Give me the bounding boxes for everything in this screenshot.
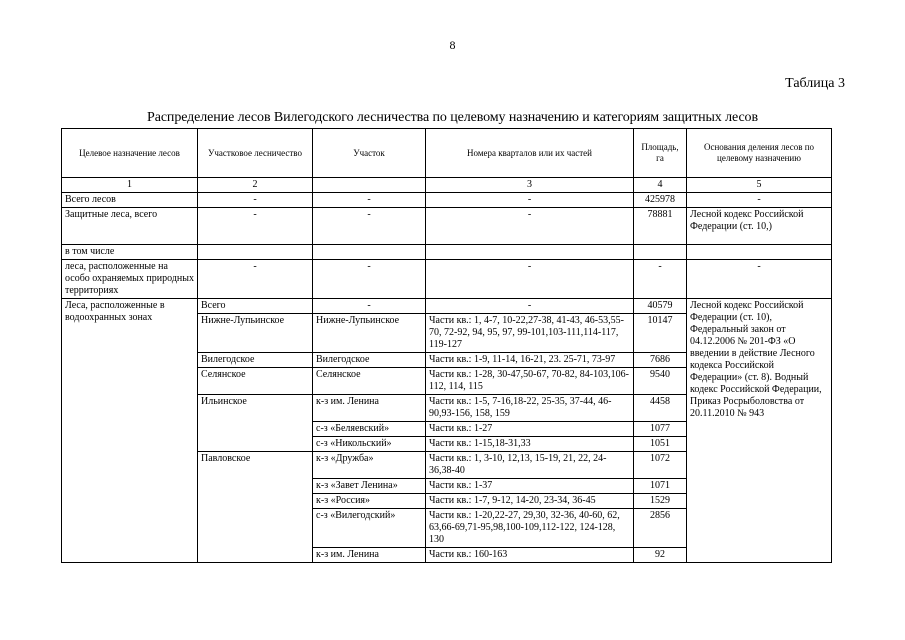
- cell-quarters: Части кв.: 1-28, 30-47,50-67, 70-82, 84-103,106-112, 114, 115: [426, 368, 634, 395]
- cell-plot: с-з «Никольский»: [313, 437, 426, 452]
- cell-plot: -: [313, 193, 426, 208]
- cell-area: 92: [634, 548, 687, 563]
- cell-area: 1529: [634, 494, 687, 509]
- cell-forestry: -: [198, 208, 313, 245]
- table-label: Таблица 3: [785, 76, 845, 91]
- header-forestry: Участковое лесничество: [198, 129, 313, 178]
- cell-area: 10147: [634, 314, 687, 353]
- cell-forestry: Всего: [198, 299, 313, 314]
- table-row-including: [62, 245, 832, 260]
- page-number: 8: [449, 38, 456, 52]
- cell-purpose: леса, расположенные на особо охраняемых природных территориях: [62, 260, 198, 299]
- cell-area: 425978: [634, 193, 687, 208]
- cell-plot: Вилегодское: [313, 353, 426, 368]
- cell-area: 1072: [634, 452, 687, 479]
- header-quarters: Номера кварталов или их частей: [426, 129, 634, 178]
- table-row-water-zones-total: [62, 299, 832, 314]
- cell-forestry: Вилегодское: [198, 353, 313, 368]
- cell-plot: к-з «Дружба»: [313, 452, 426, 479]
- cell-forestry: Нижне-Лупьинское: [198, 314, 313, 353]
- cell-quarters: Части кв.: 1-7, 9-12, 14-20, 23-34, 36-45: [426, 494, 634, 509]
- cell-plot: с-з «Беляевский»: [313, 422, 426, 437]
- cell-plot: -: [313, 208, 426, 245]
- cell-purpose: в том числе: [62, 245, 198, 260]
- cell-purpose: Всего лесов: [62, 193, 198, 208]
- column-number-row: [62, 178, 832, 193]
- column-number: [313, 178, 426, 193]
- column-number: 5: [687, 178, 832, 193]
- cell-quarters: Части кв.: 1, 3-10, 12,13, 15-19, 21, 22, 24-36,38-40: [426, 452, 634, 479]
- cell-quarters: Части кв.: 1-37: [426, 479, 634, 494]
- cell-forestry: -: [198, 193, 313, 208]
- cell-quarters: -: [426, 299, 634, 314]
- cell-area: 78881: [634, 208, 687, 245]
- cell-quarters: Части кв.: 1-15,18-31,33: [426, 437, 634, 452]
- cell-area: 1051: [634, 437, 687, 452]
- header-basis: Основания деления лесов по целевому назначению: [687, 129, 832, 178]
- cell-basis: Лесной кодекс Российской Федерации (ст. 10), Федеральный закон от 04.12.2006 № 201-ФЗ «О введении в действие Лесного кодекса Российской Федерации» (ст. 8). Водный кодекс Российской Федерации, Приказ Росрыболовства от 20.11.2010 № 943: [687, 299, 832, 563]
- document-title: Распределение лесов Вилегодского лесничества по целевому назначению и категориям защитных лесов: [147, 110, 758, 125]
- cell-plot: к-з им. Ленина: [313, 395, 426, 422]
- column-number: 1: [62, 178, 198, 193]
- cell-quarters: -: [426, 260, 634, 299]
- cell-quarters: Части кв.: 160-163: [426, 548, 634, 563]
- cell-quarters: Части кв.: 1-27: [426, 422, 634, 437]
- column-number: 4: [634, 178, 687, 193]
- forest-distribution-table: [61, 128, 832, 563]
- table-row-protective: [62, 208, 832, 245]
- header-purpose: Целевое назначение лесов: [62, 129, 198, 178]
- cell-basis: Лесной кодекс Российской Федерации (ст. 10,): [687, 208, 832, 245]
- cell-area: 7686: [634, 353, 687, 368]
- cell-plot: к-з «Россия»: [313, 494, 426, 509]
- cell-area: 2856: [634, 509, 687, 548]
- cell-forestry: Павловское: [198, 452, 313, 563]
- column-number: 2: [198, 178, 313, 193]
- cell-plot: Нижне-Лупьинское: [313, 314, 426, 353]
- table-row-protected-areas: [62, 260, 832, 299]
- cell-plot: с-з «Вилегодский»: [313, 509, 426, 548]
- cell-area: 4458: [634, 395, 687, 422]
- cell-quarters: Части кв.: 1-9, 11-14, 16-21, 23. 25-71, 73-97: [426, 353, 634, 368]
- cell-plot: Селянское: [313, 368, 426, 395]
- cell-area: 1071: [634, 479, 687, 494]
- header-area: Площадь, га: [634, 129, 687, 178]
- cell-basis: -: [687, 260, 832, 299]
- cell-quarters: Части кв.: 1-20,22-27, 29,30, 32-36, 40-60, 62, 63,66-69,71-95,98,100-109,112-122, 124-128, 130: [426, 509, 634, 548]
- cell-plot: к-з им. Ленина: [313, 548, 426, 563]
- cell-basis: -: [687, 193, 832, 208]
- cell-area: 40579: [634, 299, 687, 314]
- cell-forestry: Селянское: [198, 368, 313, 395]
- cell-purpose: Леса, расположенные в водоохранных зонах: [62, 299, 198, 563]
- cell-forestry: -: [198, 260, 313, 299]
- header-row: [62, 129, 832, 178]
- cell-area: -: [634, 260, 687, 299]
- cell-plot: -: [313, 260, 426, 299]
- header-plot: Участок: [313, 129, 426, 178]
- cell-quarters: -: [426, 193, 634, 208]
- cell-area: 9540: [634, 368, 687, 395]
- cell-area: 1077: [634, 422, 687, 437]
- cell-plot: -: [313, 299, 426, 314]
- cell-forestry: Ильинское: [198, 395, 313, 452]
- table-row-total: [62, 193, 832, 208]
- cell-quarters: Части кв.: 1, 4-7, 10-22,27-38, 41-43, 46-53,55-70, 72-92, 94, 95, 97, 99-101,103-111,114-117, 119-127: [426, 314, 634, 353]
- cell-plot: к-з «Завет Ленина»: [313, 479, 426, 494]
- cell-purpose: Защитные леса, всего: [62, 208, 198, 245]
- cell-quarters: Части кв.: 1-5, 7-16,18-22, 25-35, 37-44, 46-90,93-156, 158, 159: [426, 395, 634, 422]
- cell-quarters: -: [426, 208, 634, 245]
- column-number: 3: [426, 178, 634, 193]
